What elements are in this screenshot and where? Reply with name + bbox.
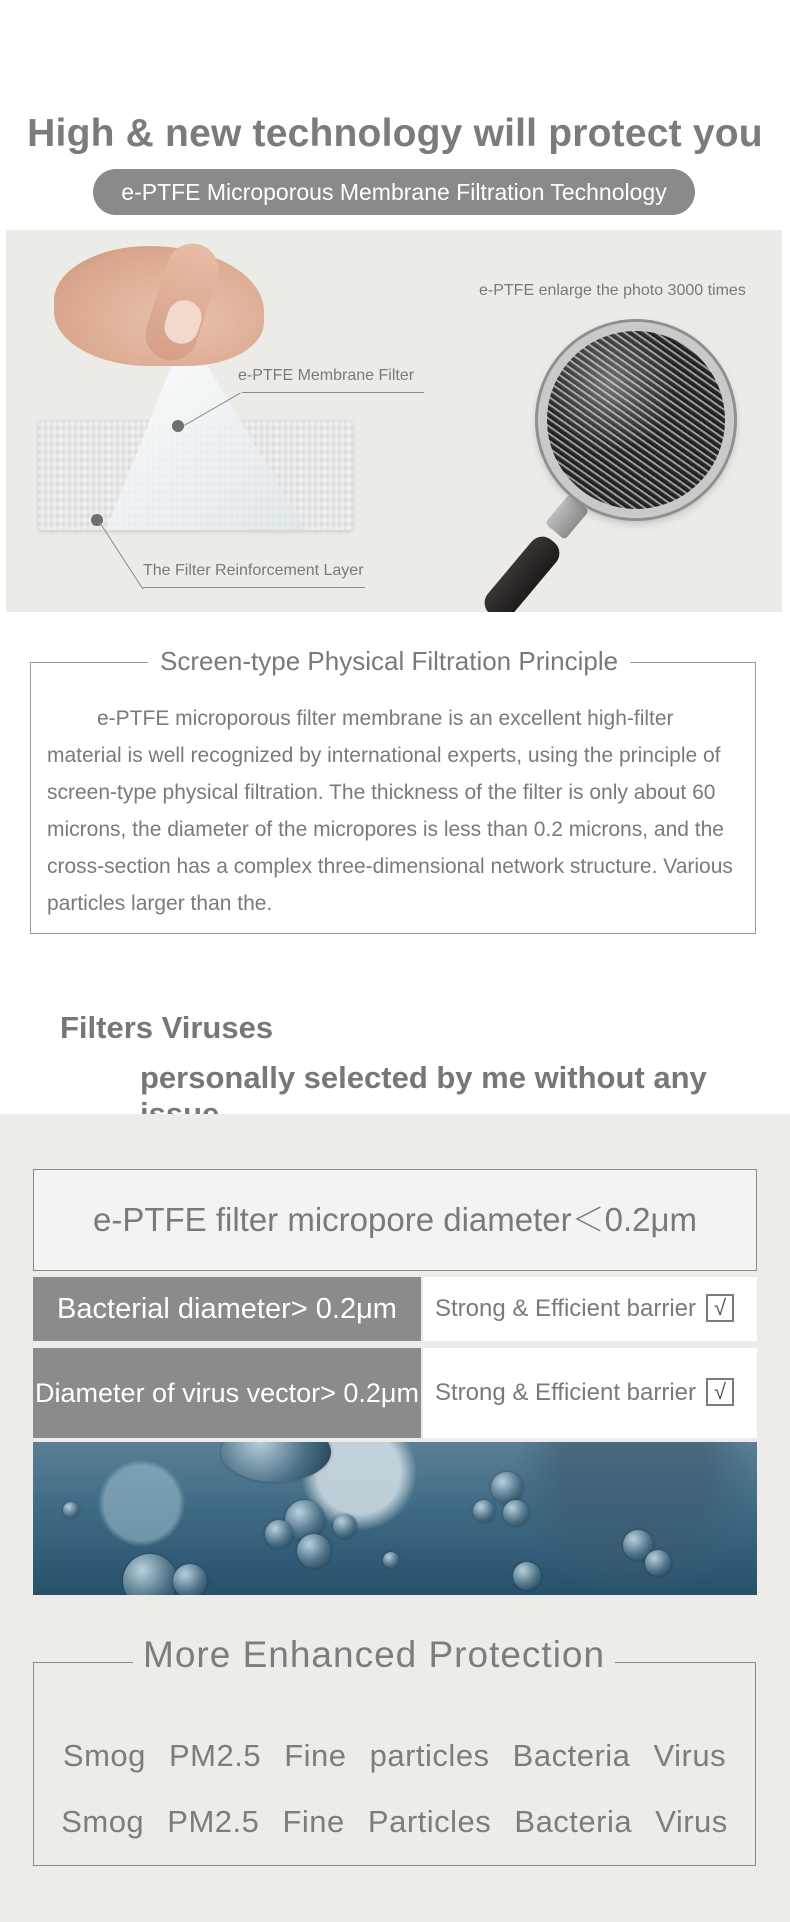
membrane-filter-label: e-PTFE Membrane Filter — [238, 367, 415, 384]
microbe-blob — [645, 1550, 671, 1576]
micropore-diameter-box: e-PTFE filter micropore diameter＜0.2μm — [33, 1169, 757, 1271]
membrane-callout-underline — [242, 392, 424, 393]
filters-subheading: personally selected by me without any — [140, 1060, 707, 1095]
reinforcement-callout-underline — [143, 587, 365, 588]
protection-list-line-1: Smog PM2.5 Fine particles Bacteria Virus — [62, 1738, 727, 1773]
microbe-blob — [297, 1534, 331, 1568]
enhanced-protection-title: More Enhanced Protection — [133, 1634, 615, 1676]
technology-pill: e-PTFE Microporous Membrane Filtration Technology — [93, 169, 695, 215]
filters-viruses-heading: Filters Viruses — [60, 1010, 274, 1045]
microbe-blob — [383, 1552, 399, 1568]
product-photo-panel — [6, 230, 782, 612]
bacterial-diameter-cell: Bacterial diameter> 0.2μm — [33, 1277, 421, 1341]
microbe-blob — [123, 1554, 177, 1595]
magnifier-handle — [479, 531, 565, 612]
protection-list-line-2: Smog PM2.5 Fine Particles Bacteria Virus — [61, 1804, 728, 1839]
microbe-image — [33, 1442, 757, 1595]
reinforcement-callout-line — [99, 522, 143, 590]
membrane-callout-dot — [172, 420, 184, 432]
microbe-blob — [221, 1442, 331, 1482]
microbe-blob — [63, 1502, 79, 1518]
principle-title: Screen-type Physical Filtration Principle — [148, 646, 630, 677]
microbe-blob — [173, 1564, 207, 1595]
microbe-blob — [333, 1514, 357, 1538]
virus-barrier-cell — [423, 1348, 757, 1438]
microbe-blob — [503, 1500, 529, 1526]
bacterial-barrier-cell — [423, 1277, 757, 1341]
magnifier-lens-image — [538, 322, 734, 518]
microbe-blob — [265, 1520, 293, 1548]
checkbox-icon: √ — [706, 1378, 734, 1406]
principle-body: e-PTFE microporous filter membrane is an excellent high-filter material is well recognized by international experts, using the principle of screen-type physical filtration. The thickness of the filter is only about 60 microns, the diameter of the micropores is less than 0.2 microns, and the cross-section has a complex three-dimensional network structure. Various particles larger than the. — [47, 707, 733, 915]
bacterial-barrier-label: Strong & Efficient barrier — [435, 1295, 697, 1322]
checkbox-icon: √ — [706, 1294, 734, 1322]
virus-vector-diameter-cell: Diameter of virus vector> 0.2μm — [33, 1348, 421, 1438]
microbe-blob — [513, 1562, 541, 1590]
microbe-blob — [473, 1500, 495, 1522]
enlarge-caption: e-PTFE enlarge the photo 3000 times — [479, 282, 746, 299]
virus-barrier-label: Strong & Efficient barrier — [435, 1379, 697, 1406]
reinforcement-layer-label: The Filter Reinforcement Layer — [143, 562, 364, 579]
main-headline: High & new technology will protect you — [27, 112, 763, 155]
